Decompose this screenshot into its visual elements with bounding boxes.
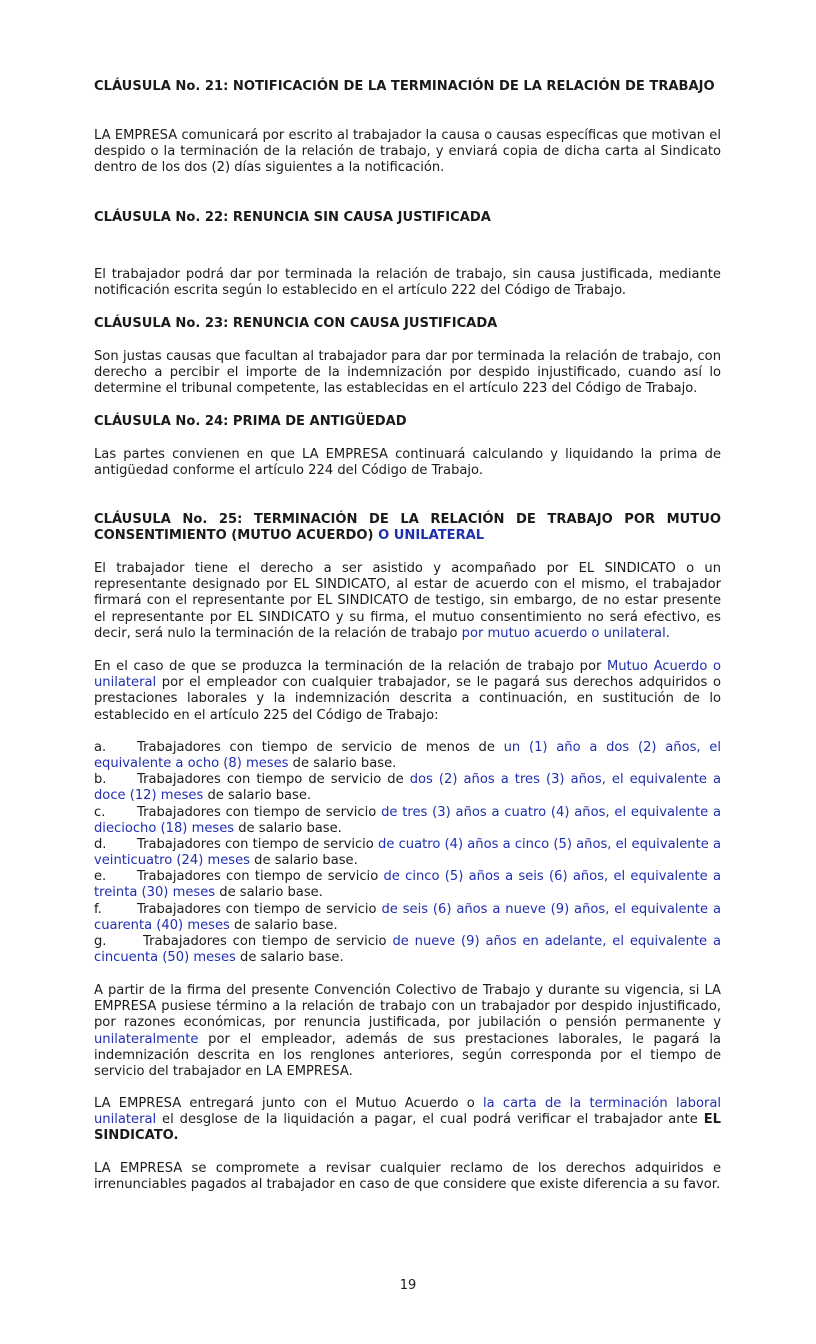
text-run: EL SINDICATO.: [94, 1112, 721, 1144]
text-run: Trabajadores con tiempo de servicio de menos de: [137, 740, 504, 755]
added-text-run: por mutuo acuerdo o unilateral: [461, 625, 666, 641]
added-text-run: la carta de la terminación laboral unilateral: [94, 1096, 721, 1128]
clause-21-paragraph: LA EMPRESA comunicará por escrito al trabajador la causa o causas específicas que motivan el despido o la terminación de la relación de trabajo, y enviará copia de dicha carta al Sindicato dentro de los dos (2) días siguientes a la notificación.: [94, 128, 721, 176]
list-item-label: f.: [94, 902, 102, 917]
text-run: .: [665, 625, 670, 641]
text-run: El trabajador tiene el derecho a ser asistido y acompañado por: [94, 561, 579, 576]
list-item: [94, 837, 721, 869]
text-run: Trabajadores con tiempo de servicio: [137, 805, 382, 820]
clause-25-paragraph-4: [94, 1096, 721, 1145]
clause-24-paragraph: Las partes convienen en que LA EMPRESA continuará calculando y liquidando la prima de antigüedad conforme el artículo 224 del Código de Trabajo.: [94, 447, 721, 479]
clause-22-title: CLÁUSULA No. 22: RENUNCIA SIN CAUSA JUSTIFICADA: [94, 210, 491, 225]
text-run: En el caso de que se produzca la terminación de la relación de trabajo por: [94, 659, 607, 674]
text-run: de salario base.: [203, 788, 312, 804]
clause-21-title: CLÁUSULA No. 21: NOTIFICACIÓN DE LA TERMINACIÓN DE LA RELACIÓN DE TRABAJO: [94, 79, 715, 94]
text-run: , al estar de acuerdo con el mismo, el trabajador firmará con el representante por: [94, 577, 721, 609]
clause-25-title-text: CLÁUSULA No. 25: TERMINACIÓN DE LA RELACIÓN DE TRABAJO POR MUTUO CONSENTIMIENTO (MUTUO ACUERDO): [94, 512, 721, 544]
list-item-label: a.: [94, 740, 107, 755]
text-run: LA EMPRESA entregará junto con el Mutuo Acuerdo o: [94, 1096, 484, 1111]
clause-24-title: CLÁUSULA No. 24: PRIMA DE ANTIGÜEDAD: [94, 414, 407, 429]
clause-25-title: [94, 512, 721, 544]
added-text-run: de seis (6) años a nueve (9) años, el equivalente a cuarenta (40) meses: [94, 902, 721, 934]
text-run: A partir de la firma del presente Convención Colectivo de Trabajo y durante su vigencia, si: [94, 983, 705, 998]
list-item-label: e.: [94, 869, 107, 884]
added-text-run: Mutuo Acuerdo o unilateral: [94, 659, 721, 691]
clause-22-paragraph: El trabajador podrá dar por terminada la relación de trabajo, sin causa justificada, mediante notificación escrita según lo establecido en el artículo 222 del Código de Trabajo.: [94, 267, 721, 299]
clause-25-title-added: O UNILATERAL: [373, 528, 485, 544]
text-run: de salario base.: [250, 853, 358, 869]
text-run: por el empleador con cualquier trabajador, se le pagará sus derechos adquiridos o prestaciones laborales y la indemnización descrita a continuación, en sustitución de lo establecido en el artículo 225 del Código de Trabajo:: [94, 675, 721, 723]
list-item: [94, 934, 721, 966]
text-run: por el empleador, además de sus prestaciones laborales, le pagará la indemnización descrita en los renglones anteriores, según corresponda por el tiempo de servicio del trabajador en LA EMPRESA.: [94, 1031, 721, 1080]
text-run: EL SINDICATO: [293, 577, 387, 593]
clause-25-paragraph-1: [94, 561, 721, 642]
added-text-run: de cuatro (4) años a cinco (5) años, el equivalente a veinticuatro (24) meses: [94, 837, 721, 869]
list-item: [94, 869, 721, 901]
text-run: EL SINDICATO: [316, 593, 409, 609]
text-run: de testigo, sin embargo, de no estar presente el representante por: [94, 593, 722, 625]
added-text-run: un (1) año a dos (2) años, el equivalente a ocho (8) meses: [94, 740, 721, 772]
list-item: [94, 740, 721, 772]
list-item-label: c.: [94, 805, 106, 820]
text-run: de salario base.: [215, 885, 323, 901]
text-run: LA EMPRESA: [94, 983, 721, 1015]
added-text-run: de cinco (5) años a seis (6) años, el equivalente a treinta (30) meses: [94, 869, 721, 901]
list-item: [94, 902, 721, 934]
added-text-run: unilateralmente: [94, 1031, 199, 1047]
text-run: EL SINDICATO: [237, 609, 330, 625]
text-run: de salario base.: [229, 918, 338, 934]
text-run: de salario base.: [235, 950, 344, 966]
list-item: [94, 772, 721, 804]
list-item: [94, 805, 721, 837]
page-number: 19: [399, 1278, 417, 1293]
list-item-label: d.: [94, 837, 107, 852]
text-run: Trabajadores con tiempo de servicio: [137, 902, 382, 917]
added-text-run: de tres (3) años a cuatro (4) años, el equivalente a dieciocho (18) meses: [94, 805, 721, 837]
clause-25-paragraph-3: [94, 983, 721, 1080]
text-run: Trabajadores con tiempo de servicio: [137, 869, 384, 884]
text-run: pusiese término a la relación de trabajo con un trabajador por despido injustificado, por razones económicas, por renuncia justificada, por jubilación o pensión permanente y: [94, 999, 721, 1031]
clause-25-paragraph-5: LA EMPRESA se compromete a revisar cualquier reclamo de los derechos adquiridos e irrenunciables pagados al trabajador en caso de que considere que existe diferencia a su favor.: [94, 1161, 721, 1193]
text-run: de salario base.: [234, 821, 342, 837]
clause-23-title: CLÁUSULA No. 23: RENUNCIA CON CAUSA JUSTIFICADA: [94, 316, 498, 331]
text-run: y su firma, el mutuo consentimiento no será efectivo, es decir, será nulo la terminación de la relación de trabajo: [94, 609, 721, 641]
list-item-label: g.: [94, 934, 107, 949]
text-run: Trabajadores con tiempo de servicio de: [137, 772, 410, 787]
text-run: Trabajadores con tiempo de servicio: [137, 837, 379, 852]
text-run: de salario base.: [288, 756, 397, 772]
list-item-label: b.: [94, 772, 107, 787]
text-run: Trabajadores con tiempo de servicio: [143, 934, 393, 949]
text-run: o un representante designado por: [94, 561, 722, 593]
text-run: EL SINDICATO: [578, 561, 676, 576]
clause-25-paragraph-2: [94, 659, 721, 724]
text-run: el desglose de la liquidación a pagar, el cual podrá verificar el trabajador ante: [156, 1112, 704, 1128]
added-text-run: de nueve (9) años en adelante, el equivalente a cincuenta (50) meses: [94, 934, 722, 966]
clause-23-paragraph: Son justas causas que facultan al trabajador para dar por terminada la relación de trabajo, con derecho a percibir el importe de la indemnización por despido injustificado, cuando así lo determine el tribunal competente, las establecidas en el artículo 223 del Código de Trabajo.: [94, 349, 721, 397]
added-text-run: dos (2) años a tres (3) años, el equivalente a doce (12) meses: [94, 772, 722, 804]
